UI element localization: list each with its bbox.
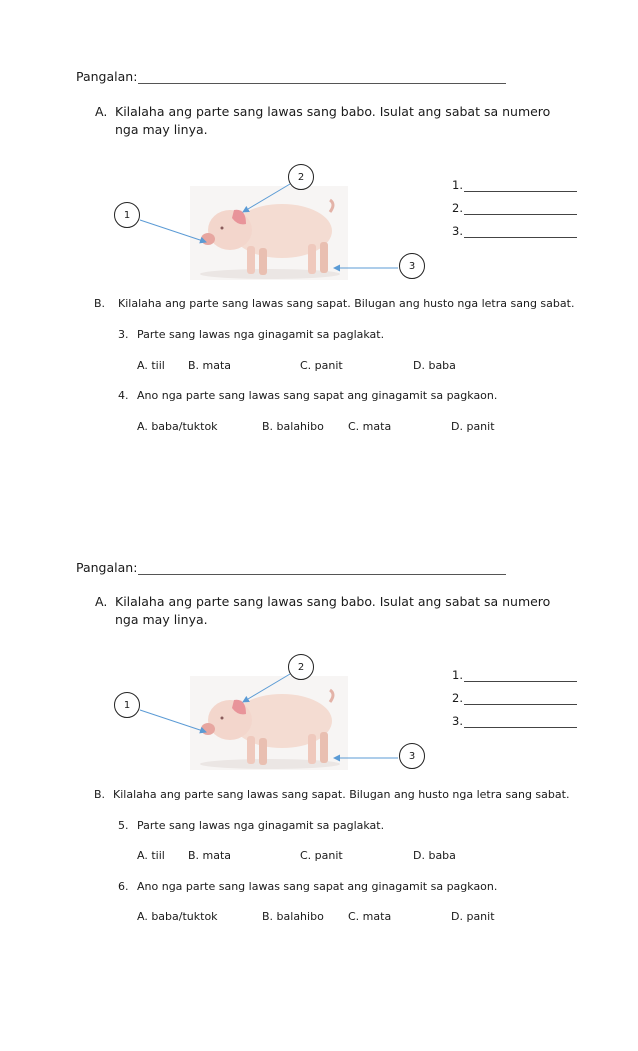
part-b-letter: B. [94, 297, 106, 310]
answer-line-3[interactable] [464, 716, 577, 728]
part-a-letter: A. [95, 104, 108, 119]
question-number: 4. [118, 389, 129, 402]
option-c[interactable]: C. mata [348, 910, 392, 923]
answer-lines [452, 668, 577, 728]
option-b[interactable]: B. mata [188, 849, 232, 862]
part-b-letter: B. [94, 788, 106, 801]
option-c[interactable]: C. panit [300, 359, 343, 372]
part-a-text: Kilalaha ang parte sang lawas sang babo. Isulat ang sabat sa numero nga may linya. [115, 594, 551, 627]
question-number: 6. [118, 880, 129, 893]
answer-number: 3. [452, 224, 463, 238]
part-a-text: Kilalaha ang parte sang lawas sang babo. Isulat ang sabat sa numero nga may linya. [115, 104, 551, 137]
answer-number: 2. [452, 691, 463, 705]
question-number: 5. [118, 819, 129, 832]
answer-line-1[interactable] [464, 670, 577, 682]
callout-1: 1 [114, 202, 140, 228]
option-a[interactable]: A. tiil [137, 849, 165, 862]
option-c[interactable]: C. panit [300, 849, 343, 862]
name-label: Pangalan: [76, 69, 138, 84]
answer-row-3 [452, 714, 577, 728]
callout-3: 3 [399, 253, 425, 279]
option-b[interactable]: B. balahibo [262, 420, 324, 433]
answer-row-2 [452, 691, 577, 705]
option-d[interactable]: D. baba [413, 359, 456, 372]
option-b[interactable]: B. mata [188, 359, 232, 372]
question-text: Ano nga parte sang lawas sang sapat ang ginagamit sa pagkaon. [137, 880, 498, 893]
answer-number: 2. [452, 201, 463, 215]
callout-3: 3 [399, 743, 425, 769]
option-c[interactable]: C. mata [348, 420, 392, 433]
callout-2: 2 [288, 654, 314, 680]
answer-number: 1. [452, 178, 463, 192]
part-b-instruction: Kilalaha ang parte sang lawas sang sapat. Bilugan ang husto nga letra sang sabat. [118, 297, 575, 310]
name-label: Pangalan: [76, 560, 138, 575]
option-b[interactable]: B. balahibo [262, 910, 324, 923]
callout-1: 1 [114, 692, 140, 718]
answer-line-2[interactable] [464, 693, 577, 705]
part-b-instruction: Kilalaha ang parte sang lawas sang sapat. Bilugan ang husto nga letra sang sabat. [113, 788, 570, 801]
question-text: Ano nga parte sang lawas sang sapat ang ginagamit sa pagkaon. [137, 389, 498, 402]
option-d[interactable]: D. panit [451, 420, 495, 433]
callout-2: 2 [288, 164, 314, 190]
answer-row-1 [452, 668, 577, 682]
part-a-letter: A. [95, 594, 108, 609]
option-a[interactable]: A. baba/tuktok [137, 910, 218, 923]
question-number: 3. [118, 328, 129, 341]
answer-number: 3. [452, 714, 463, 728]
answer-number: 1. [452, 668, 463, 682]
question-text: Parte sang lawas nga ginagamit sa paglakat. [137, 328, 385, 341]
option-d[interactable]: D. panit [451, 910, 495, 923]
option-d[interactable]: D. baba [413, 849, 456, 862]
option-a[interactable]: A. baba/tuktok [137, 420, 218, 433]
question-text: Parte sang lawas nga ginagamit sa paglakat. [137, 819, 385, 832]
option-a[interactable]: A. tiil [137, 359, 165, 372]
